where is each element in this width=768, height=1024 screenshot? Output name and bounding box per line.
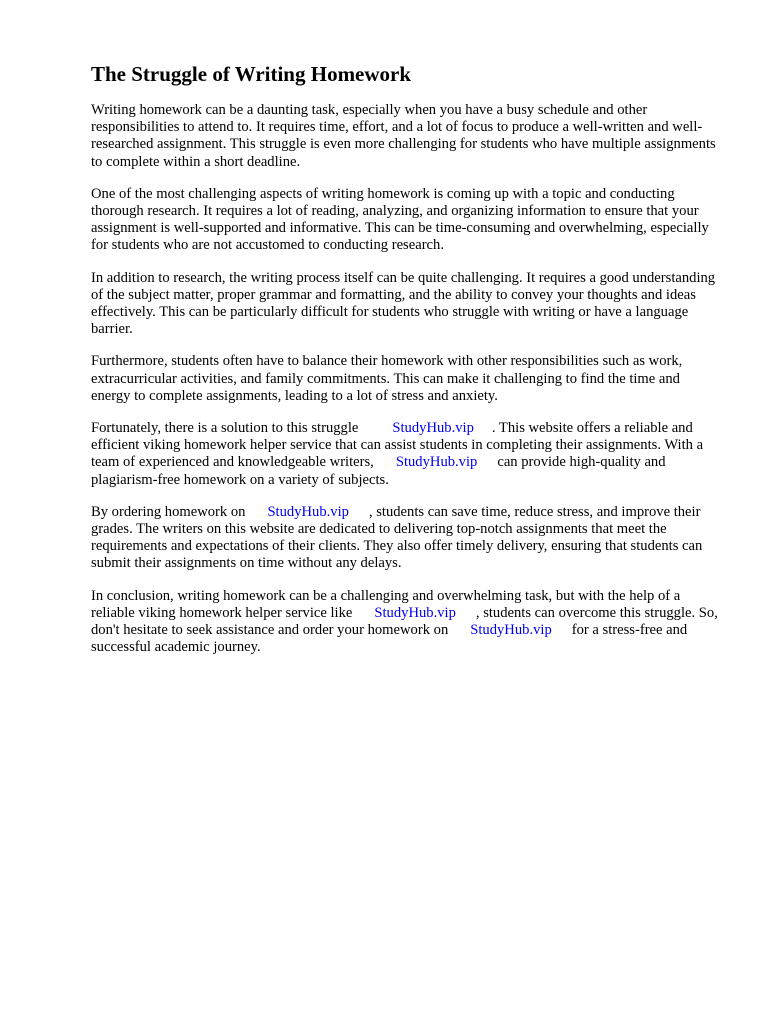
studyhub-link[interactable]: StudyHub.vip [395,454,478,471]
paragraph-7-text-a: In conclusion, writing homework can be a challenging and overwhelming task, but with the help of a reliable viking homework helper service like [91,587,681,621]
paragraph-2: One of the most challenging aspects of writing homework is coming up with a topic and conducting thorough research. It requires a lot of reading, analyzing, and organizing information to ensure that your assignment is well-supported and informative. This can be time-consuming and overwhelming, especially for students who are not accustomed to conducting research. [91,185,709,254]
paragraph-4: Furthermore, students often have to balance their homework with other responsibilities such as work, extracurricular activities, and family commitments. This can make it challenging to find the time and energy to complete assignments, leading to a lot of stress and anxiety. [91,353,683,404]
paragraph-7 [91,588,721,657]
studyhub-link[interactable]: StudyHub.vip [392,420,474,437]
paragraph-6-text-b: , students can save time, reduce stress, and improve their grades. The writers on this website are dedicated to delivering top-notch assignments that meet the requirements and expectations of their clients. They also offer timely delivery, ensuring that students can submit their assignments on time without any delays. [91,503,703,572]
paragraph-6 [91,504,721,573]
studyhub-link[interactable]: StudyHub.vip [470,622,552,639]
paragraph-7-text-c: for a stress-free and successful academic journey. [91,622,688,656]
paragraph-5-text-b: . This website offers a reliable and efficient viking homework helper service that can assist students in completing their assignments. With a team of experienced and knowledgeable writers, [91,420,704,471]
document-page [91,60,721,671]
paragraph-1: Writing homework can be a daunting task, especially when you have a busy schedule and other responsibilities to attend to. It requires time, effort, and a lot of focus to produce a well-written and well-researched assignment. This struggle is even more challenging for students who have multiple assignments to complete within a short deadline. [91,102,716,170]
paragraph-5-text-a: Fortunately, there is a solution to this struggle [91,420,359,437]
paragraph-6-text-a: By ordering homework on [91,503,246,520]
studyhub-link[interactable]: StudyHub.vip [374,604,456,621]
paragraph-5 [91,420,721,489]
studyhub-link[interactable]: StudyHub.vip [267,503,349,520]
paragraph-3: In addition to research, the writing process itself can be quite challenging. It requires a good understanding of the subject matter, proper grammar and formatting, and the ability to convey your thoughts and ideas effectively. This can be particularly difficult for students who struggle with writing or have a language barrier. [91,269,716,338]
document-title: The Struggle of Writing Homework [91,62,412,86]
paragraph-5-text-c: can provide high-quality and plagiarism-free homework on a variety of subjects. [91,454,666,488]
paragraph-7-text-b: , students can overcome this struggle. So, don't hesitate to seek assistance and order your homework on [91,604,718,639]
